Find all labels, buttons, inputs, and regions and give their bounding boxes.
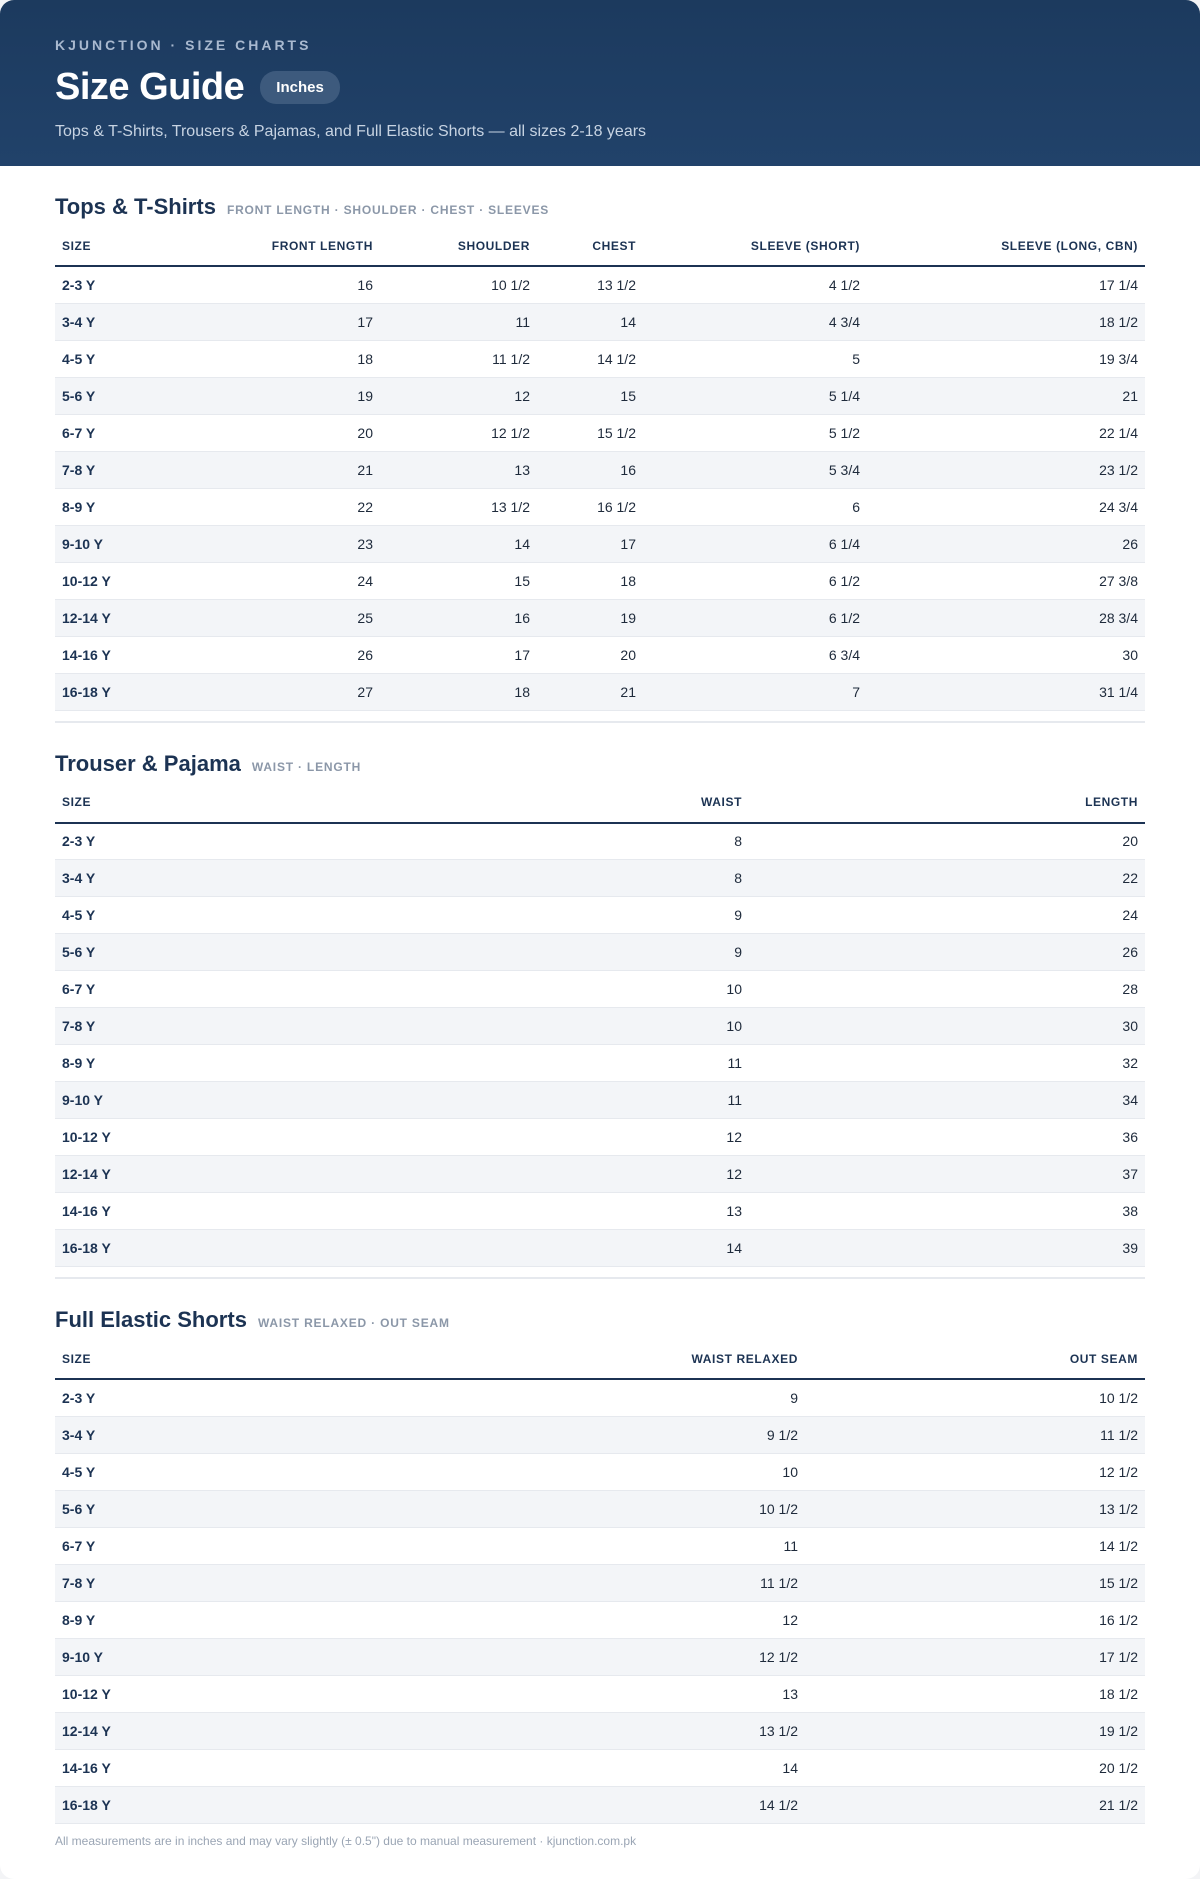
column-header-front-length: FRONT LENGTH [180,226,380,266]
measurement-cell: 9 [180,934,749,971]
table-row [55,1193,1145,1230]
page-subtitle: Tops & T-Shirts, Trousers & Pajamas, and Full Elastic Shorts — all sizes 2-18 years [55,123,647,140]
measurement-cell: 15 1/2 [537,414,643,451]
measurement-cell: 31 1/4 [867,673,1145,710]
column-header-size: SIZE [55,783,180,823]
size-cell: 4-5 Y [55,897,180,934]
size-cell: 6-7 Y [55,414,180,451]
table-row [55,1230,1145,1267]
size-cell: 5-6 Y [55,934,180,971]
size-cell: 14-16 Y [55,1749,180,1786]
measurement-cell: 26 [867,525,1145,562]
column-header-out-seam: OUT SEAM [805,1339,1145,1379]
measurement-cell: 15 [380,562,537,599]
measurement-cell: 6 [643,488,867,525]
size-cell: 7-8 Y [55,1008,180,1045]
measurement-cell: 26 [749,934,1145,971]
measurement-cell: 11 1/2 [180,1564,805,1601]
table-row [55,1416,1145,1453]
measurement-cell: 30 [867,636,1145,673]
measurement-cell: 34 [749,1082,1145,1119]
size-cell: 10-12 Y [55,562,180,599]
table-row [55,1453,1145,1490]
table-row [55,1379,1145,1416]
size-cell: 4-5 Y [55,1453,180,1490]
measurement-cell: 11 1/2 [380,340,537,377]
measurement-cell: 12 [180,1156,749,1193]
measurement-cell: 20 1/2 [805,1749,1145,1786]
size-cell: 16-18 Y [55,1786,180,1823]
measurement-cell: 37 [749,1156,1145,1193]
trousers-size-table [55,783,1145,1268]
measurement-cell: 4 1/2 [643,266,867,303]
measurement-cell: 5 1/2 [643,414,867,451]
table-row [55,266,1145,303]
table-row [55,1712,1145,1749]
measurement-cell: 16 [380,599,537,636]
table-row [55,1601,1145,1638]
measurement-cell: 18 [537,562,643,599]
section-title: Full Elastic Shorts [55,1307,247,1332]
size-cell: 6-7 Y [55,1527,180,1564]
table-row [55,1082,1145,1119]
measurement-cell: 36 [749,1119,1145,1156]
table-row [55,934,1145,971]
size-cell: 2-3 Y [55,1379,180,1416]
size-cell: 10-12 Y [55,1119,180,1156]
section-subtitle: FRONT LENGTH · SHOULDER · CHEST · SLEEVES [226,203,550,217]
table-row [55,1119,1145,1156]
measurement-cell: 28 [749,971,1145,1008]
measurement-cell: 38 [749,1193,1145,1230]
measurement-cell: 39 [749,1230,1145,1267]
measurement-cell: 21 1/2 [805,1786,1145,1823]
size-cell: 2-3 Y [55,266,180,303]
title-row [55,66,1145,109]
column-header-waist: WAIST [180,783,749,823]
size-cell: 12-14 Y [55,1712,180,1749]
measurement-cell: 12 1/2 [805,1453,1145,1490]
measurement-cell: 18 1/2 [805,1675,1145,1712]
table-row [55,340,1145,377]
measurement-cell: 5 1/4 [643,377,867,414]
measurement-cell: 4 3/4 [643,303,867,340]
measurement-cell: 10 [180,1008,749,1045]
table-row [55,1527,1145,1564]
column-header-size: SIZE [55,1339,180,1379]
measurement-cell: 17 [537,525,643,562]
measurement-cell: 23 1/2 [867,451,1145,488]
measurement-cell: 19 3/4 [867,340,1145,377]
section-divider [55,721,1145,723]
table-row [55,599,1145,636]
measurement-cell: 12 1/2 [180,1638,805,1675]
table-row [55,971,1145,1008]
measurement-cell: 21 [867,377,1145,414]
measurement-cell: 8 [180,860,749,897]
table-row [55,1749,1145,1786]
measurement-cell: 14 1/2 [805,1527,1145,1564]
size-cell: 6-7 Y [55,971,180,1008]
table-row [55,1490,1145,1527]
table-row [55,1045,1145,1082]
measurement-cell: 8 [180,823,749,860]
measurement-cell: 17 [380,636,537,673]
measurement-cell: 6 1/2 [643,599,867,636]
measurement-cell: 22 [749,860,1145,897]
table-row [55,1786,1145,1823]
table-row [55,1564,1145,1601]
section-divider [55,1277,1145,1279]
measurement-cell: 24 3/4 [867,488,1145,525]
section-subtitle: WAIST · LENGTH [251,759,362,774]
column-header-shoulder: SHOULDER [380,226,537,266]
table-row [55,303,1145,340]
size-tables [0,166,1200,1824]
section-trousers [55,751,1145,1280]
column-header-length: LENGTH [749,783,1145,823]
column-header-sleeve-short: SLEEVE (SHORT) [643,226,867,266]
table-row [55,1638,1145,1675]
size-cell: 16-18 Y [55,673,180,710]
measurement-cell: 30 [749,1008,1145,1045]
measurement-cell: 9 [180,1379,805,1416]
measurement-cell: 6 3/4 [643,636,867,673]
measurement-cell: 12 [380,377,537,414]
measurement-cell: 16 1/2 [805,1601,1145,1638]
measurement-cell: 22 [180,488,380,525]
measurement-cell: 14 [537,303,643,340]
measurement-cell: 13 1/2 [805,1490,1145,1527]
section-tops [55,194,1145,723]
table-row [55,1675,1145,1712]
table-header-row [55,226,1145,266]
measurement-cell: 22 1/4 [867,414,1145,451]
measurement-cell: 13 1/2 [380,488,537,525]
size-cell: 7-8 Y [55,451,180,488]
measurement-cell: 9 1/2 [180,1416,805,1453]
table-row [55,451,1145,488]
measurement-cell: 10 1/2 [380,266,537,303]
table-row [55,1008,1145,1045]
measurement-cell: 19 [180,377,380,414]
measurement-cell: 20 [180,414,380,451]
size-cell: 9-10 Y [55,1638,180,1675]
measurement-cell: 27 [180,673,380,710]
measurement-cell: 13 1/2 [180,1712,805,1749]
measurement-cell: 11 1/2 [805,1416,1145,1453]
size-cell: 4-5 Y [55,340,180,377]
measurement-cell: 9 [180,897,749,934]
measurement-cell: 5 3/4 [643,451,867,488]
measurement-cell: 23 [180,525,380,562]
page-header [0,0,1200,166]
table-header-row [55,783,1145,823]
table-row [55,673,1145,710]
size-cell: 2-3 Y [55,823,180,860]
size-cell: 8-9 Y [55,488,180,525]
measurement-cell: 28 3/4 [867,599,1145,636]
footer-note: All measurements are in inches and may vary slightly (± 0.5") due to manual measurement · kjunction.com.pk [55,1834,637,1848]
section-title: Tops & T-Shirts [55,194,216,219]
measurement-cell: 10 1/2 [805,1379,1145,1416]
measurement-cell: 15 [537,377,643,414]
table-header-row [55,1339,1145,1379]
size-cell: 14-16 Y [55,1193,180,1230]
measurement-cell: 16 [537,451,643,488]
measurement-cell: 7 [643,673,867,710]
measurement-cell: 24 [180,562,380,599]
measurement-cell: 14 [180,1749,805,1786]
size-cell: 9-10 Y [55,1082,180,1119]
measurement-cell: 13 [180,1675,805,1712]
size-cell: 3-4 Y [55,1416,180,1453]
table-row [55,377,1145,414]
measurement-cell: 17 1/2 [805,1638,1145,1675]
measurement-cell: 17 [180,303,380,340]
measurement-cell: 14 [380,525,537,562]
column-header-sleeve-long: SLEEVE (LONG, CBN) [867,226,1145,266]
measurement-cell: 16 [180,266,380,303]
unit-badge: Inches [260,71,340,104]
size-cell: 10-12 Y [55,1675,180,1712]
table-row [55,414,1145,451]
size-cell: 5-6 Y [55,377,180,414]
table-row [55,1156,1145,1193]
column-header-waist-relaxed: WAIST RELAXED [180,1339,805,1379]
measurement-cell: 17 1/4 [867,266,1145,303]
measurement-cell: 6 1/4 [643,525,867,562]
measurement-cell: 11 [180,1045,749,1082]
measurement-cell: 20 [749,823,1145,860]
measurement-cell: 18 [380,673,537,710]
measurement-cell: 13 [380,451,537,488]
table-row [55,860,1145,897]
section-subtitle: WAIST RELAXED · OUT SEAM [257,1316,450,1330]
size-cell: 16-18 Y [55,1230,180,1267]
measurement-cell: 6 1/2 [643,562,867,599]
section-header [55,1307,1145,1335]
measurement-cell: 12 [180,1119,749,1156]
measurement-cell: 18 [180,340,380,377]
measurement-cell: 5 [643,340,867,377]
size-cell: 3-4 Y [55,303,180,340]
section-header [55,194,1145,222]
measurement-cell: 10 [180,971,749,1008]
size-cell: 3-4 Y [55,860,180,897]
measurement-cell: 12 [180,1601,805,1638]
measurement-cell: 14 [180,1230,749,1267]
measurement-cell: 13 [180,1193,749,1230]
column-header-size: SIZE [55,226,180,266]
measurement-cell: 21 [180,451,380,488]
size-cell: 8-9 Y [55,1045,180,1082]
table-row [55,562,1145,599]
measurement-cell: 32 [749,1045,1145,1082]
measurement-cell: 27 3/8 [867,562,1145,599]
table-row [55,525,1145,562]
size-cell: 5-6 Y [55,1490,180,1527]
measurement-cell: 14 1/2 [537,340,643,377]
measurement-cell: 24 [749,897,1145,934]
table-row [55,636,1145,673]
measurement-cell: 21 [537,673,643,710]
measurement-cell: 19 1/2 [805,1712,1145,1749]
measurement-cell: 14 1/2 [180,1786,805,1823]
size-cell: 12-14 Y [55,1156,180,1193]
size-cell: 7-8 Y [55,1564,180,1601]
measurement-cell: 20 [537,636,643,673]
measurement-cell: 11 [380,303,537,340]
shorts-size-table [55,1339,1145,1824]
table-row [55,897,1145,934]
measurement-cell: 10 1/2 [180,1490,805,1527]
column-header-chest: CHEST [537,226,643,266]
measurement-cell: 13 1/2 [537,266,643,303]
measurement-cell: 11 [180,1082,749,1119]
page-title: Size Guide [55,66,245,108]
measurement-cell: 26 [180,636,380,673]
measurement-cell: 11 [180,1527,805,1564]
measurement-cell: 25 [180,599,380,636]
size-cell: 12-14 Y [55,599,180,636]
measurement-cell: 18 1/2 [867,303,1145,340]
measurement-cell: 12 1/2 [380,414,537,451]
measurement-cell: 15 1/2 [805,1564,1145,1601]
size-cell: 14-16 Y [55,636,180,673]
measurement-cell: 19 [537,599,643,636]
size-cell: 8-9 Y [55,1601,180,1638]
brand-eyebrow: KJUNCTION · SIZE CHARTS [55,37,312,53]
tops-size-table [55,226,1145,711]
section-title: Trouser & Pajama [55,750,241,776]
table-row [55,823,1145,860]
size-cell: 9-10 Y [55,525,180,562]
measurement-cell: 16 1/2 [537,488,643,525]
section-header [55,751,1145,779]
measurement-cell: 10 [180,1453,805,1490]
section-shorts [55,1307,1145,1824]
table-row [55,488,1145,525]
